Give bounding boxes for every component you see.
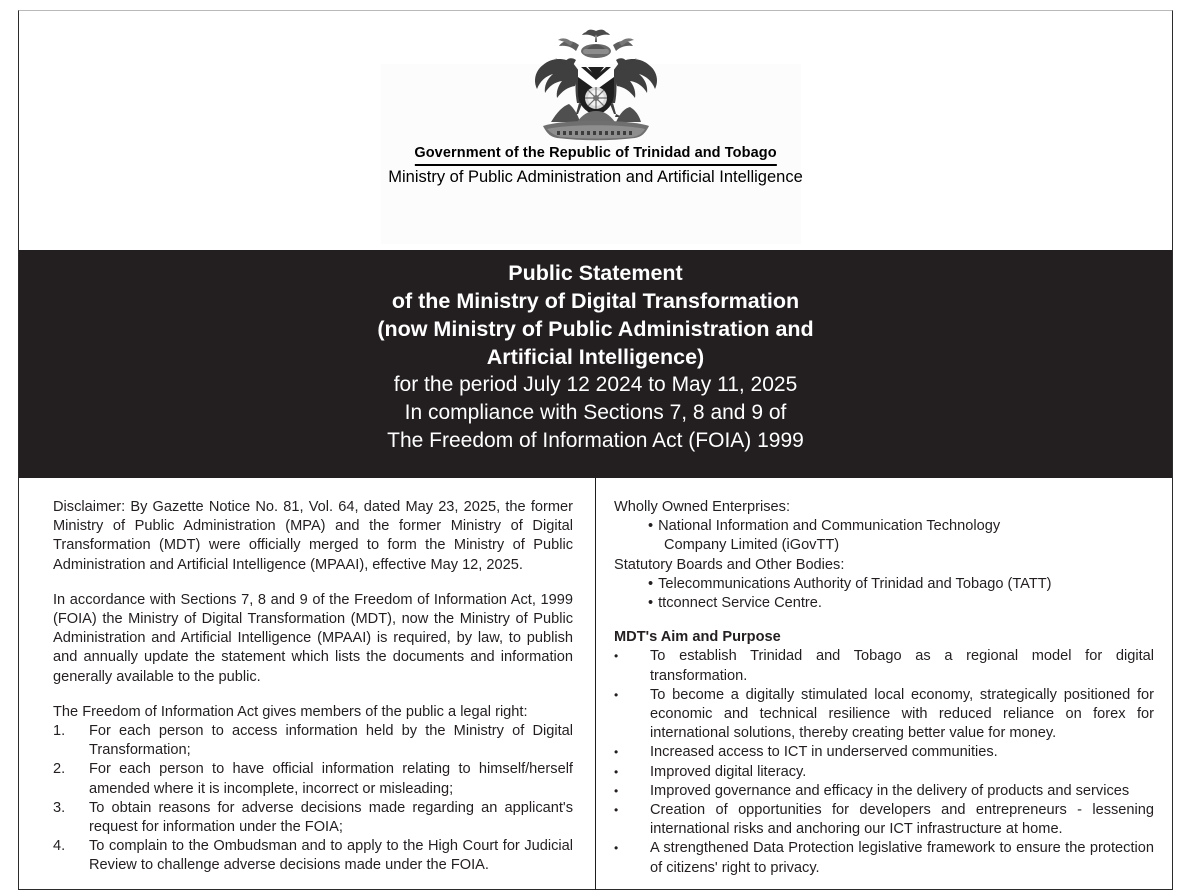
banner-line-3: (now Ministry of Public Administration and (377, 317, 814, 341)
bullet-icon: • (614, 745, 619, 760)
bullet-icon: • (648, 518, 654, 535)
wholly-owned-list (614, 517, 1154, 555)
list-item (53, 722, 573, 760)
list-text: Improved governance and efficacy in the delivery of products and services (650, 782, 1130, 799)
aim-and-purpose-list (614, 647, 1154, 877)
banner-line-4: Artificial Intelligence) (486, 345, 705, 369)
bullet-icon: • (614, 803, 619, 818)
bullet-icon: • (648, 575, 654, 592)
left-column (19, 478, 596, 890)
bullet-icon: • (614, 649, 619, 664)
trinidad-tobago-coat-of-arms-icon (521, 29, 671, 149)
government-line: Government of the Republic of Trinidad and Tobago (414, 145, 776, 166)
list-text: For each person to access information held by the Ministry of Digital Transformation; (89, 723, 573, 759)
disclaimer-paragraph: Disclaimer: By Gazette Notice No. 81, Vol. 64, dated May 23, 2025, the former Ministry of Public Administration (MPA) and the former Ministry of Digital Transformation (MDT) were officially merged to form the Ministry of Public Administration and Artificial Intelligence (MPAAI), effective May 12, 2025. (53, 499, 573, 573)
list-item (614, 763, 1154, 782)
aim-and-purpose-heading: MDT's Aim and Purpose (614, 629, 781, 646)
masthead (19, 11, 1172, 250)
list-marker: 1. (53, 723, 66, 740)
wholly-owned-heading: Wholly Owned Enterprises: (614, 499, 791, 515)
bullet-icon: • (614, 783, 619, 798)
bullet-icon: • (648, 595, 654, 612)
list-item (614, 801, 1154, 839)
banner-period-line: for the period July 12 2024 to May 11, 2025 (393, 373, 798, 396)
list-item (53, 799, 573, 837)
list-text: For each person to have official information relating to himself/herself amended where it is incomplete, incorrect or misleading; (89, 761, 573, 797)
statutory-list (614, 575, 1154, 613)
bullet-icon: • (614, 687, 619, 702)
list-text: Creation of opportunities for developers and entrepreneurs - lessening international risks and anchoring our ICT infrastructure at home. (650, 802, 1154, 838)
list-item (614, 517, 1154, 536)
list-text: National Information and Communication Technology (658, 518, 1001, 535)
right-column (596, 478, 1172, 890)
document-page (18, 10, 1173, 890)
two-column-body (19, 478, 1172, 890)
banner-line-2: of the Ministry of Digital Transformation (391, 289, 800, 313)
rights-intro: The Freedom of Information Act gives members of the public a legal right: (53, 703, 528, 720)
ministry-line: Ministry of Public Administration and Artificial Intelligence (388, 168, 803, 186)
list-marker: 2. (53, 761, 66, 778)
accordance-paragraph: In accordance with Sections 7, 8 and 9 of the Freedom of Information Act, 1999 (FOIA) the Ministry of Digital Transformation (MDT), now the Ministry of Public Administration and Artificial Intelligence (MPAAI) is required, by law, to publish and annually update the statement which lists the documents and information generally available to the public. (53, 591, 573, 685)
list-item-continuation (614, 536, 1154, 555)
list-text: ttconnect Service Centre. (658, 595, 822, 612)
banner-compliance-line: In compliance with Sections 7, 8 and 9 of (404, 401, 787, 424)
list-item (614, 839, 1154, 877)
list-item (614, 686, 1154, 744)
list-item (614, 594, 1154, 613)
list-text: To become a digitally stimulated local economy, strategically positioned for economic and technical resilience with reduced reliance on forex for international solutions, thereby creating better value for money. (650, 686, 1154, 742)
list-item (614, 743, 1154, 762)
list-text: To complain to the Ombudsman and to apply to the High Court for Judicial Review to challenge adverse decisions made under the FOIA. (89, 838, 573, 874)
statutory-heading: Statutory Boards and Other Bodies: (614, 556, 845, 573)
list-text: Company Limited (iGovTT) (664, 537, 840, 554)
bullet-icon: • (614, 764, 619, 779)
list-text: To establish Trinidad and Tobago as a regional model for digital transformation. (650, 648, 1154, 684)
list-marker: 3. (53, 799, 66, 816)
list-text: A strengthened Data Protection legislative framework to ensure the protection of citizens' right to privacy. (650, 840, 1154, 876)
list-item (614, 647, 1154, 685)
list-item (614, 575, 1154, 594)
list-text: Improved digital literacy. (650, 763, 807, 780)
legal-rights-list (53, 722, 573, 876)
list-text: Increased access to ICT in underserved communities. (650, 744, 998, 761)
list-item (53, 760, 573, 798)
list-marker: 4. (53, 838, 66, 855)
banner-line-1: Public Statement (508, 261, 683, 285)
title-banner (19, 250, 1172, 478)
list-item (614, 782, 1154, 801)
bullet-icon: • (614, 841, 619, 856)
list-text: Telecommunications Authority of Trinidad and Tobago (TATT) (658, 575, 1052, 592)
banner-act-line: The Freedom of Information Act (FOIA) 1999 (387, 429, 804, 452)
list-item (53, 837, 573, 875)
list-text: To obtain reasons for adverse decisions made regarding an applicant's request for information under the FOIA; (89, 799, 573, 836)
